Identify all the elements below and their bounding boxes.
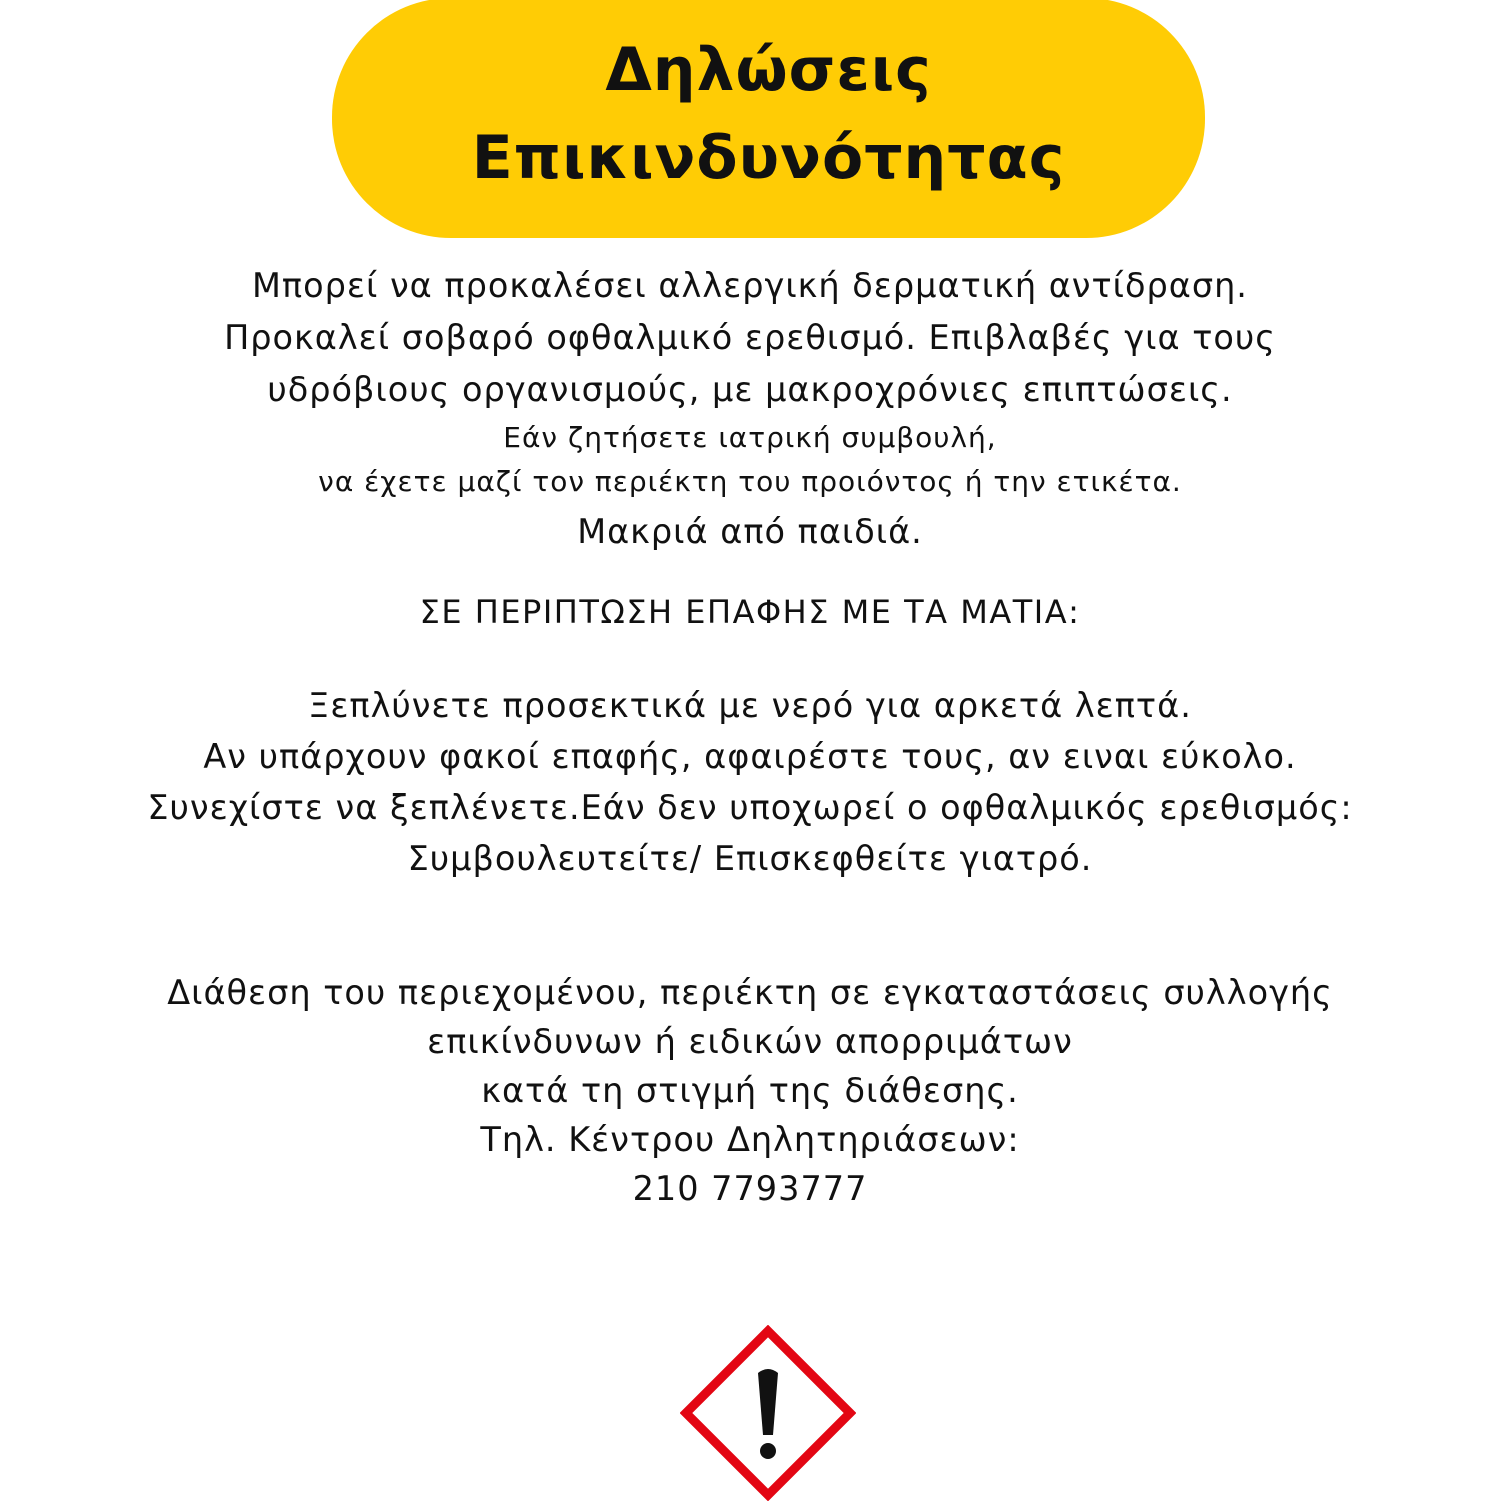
eye-contact-line: Ξεπλύνετε προσεκτικά με νερό για αρκετά λεπτά.	[308, 686, 1192, 725]
ghs-hazard-pictogram	[680, 1325, 856, 1501]
hazard-statement-line: Προκαλεί σοβαρό οφθαλμικό ερεθισμό. Επιβλαβές για τους	[224, 318, 1276, 357]
poison-center-phone: 210 7793777	[632, 1169, 868, 1208]
hazard-statement-line: να έχετε μαζί τον περιέκτη του προιόντος ή την ετικέτα.	[318, 465, 1182, 498]
hazard-statements	[0, 260, 1500, 560]
eye-contact-heading: ΣΕ ΠΕΡΙΠΤΩΣΗ ΕΠΑΦΗΣ ΜΕ ΤΑ ΜΑΤΙΑ:	[419, 593, 1081, 631]
hazard-statement-line: Μακριά από παιδιά.	[577, 512, 923, 551]
disposal-section	[0, 968, 1500, 1213]
hazard-statement-line: Μπορεί να προκαλέσει αλλεργική δερματική αντίδραση.	[252, 266, 1248, 305]
eye-contact-instructions	[0, 680, 1500, 884]
hazard-statement-line: υδρόβιους οργανισμούς, με μακροχρόνιες επιπτώσεις.	[267, 370, 1233, 409]
disposal-line: κατά τη στιγμή της διάθεσης.	[481, 1071, 1019, 1110]
eye-contact-line: Συνεχίστε να ξεπλένετε.Εάν δεν υποχωρεί ο οφθαλμικός ερεθισμός:	[147, 788, 1353, 827]
poison-center-label: Τηλ. Κέντρου Δηλητηριάσεων:	[480, 1120, 1020, 1159]
title-line-2: Επικινδυνότητας	[471, 123, 1066, 193]
eye-contact-line: Συμβουλευτείτε/ Επισκεφθείτε γιατρό.	[407, 839, 1093, 878]
title-banner	[332, 0, 1205, 238]
disposal-line: επικίνδυνων ή ειδικών απορριμάτων	[427, 1022, 1073, 1061]
hazard-statement-line: Εάν ζητήσετε ιατρική συμβουλή,	[503, 421, 997, 454]
exclamation-mark-icon	[680, 1325, 856, 1501]
eye-contact-line: Αν υπάρχουν φακοί επαφής, αφαιρέστε τους, αν ειναι εύκολο.	[203, 737, 1297, 776]
title-line-1: Δηλώσεις	[605, 35, 932, 105]
disposal-line: Διάθεση του περιεχομένου, περιέκτη σε εγκαταστάσεις συλλογής	[167, 973, 1333, 1012]
